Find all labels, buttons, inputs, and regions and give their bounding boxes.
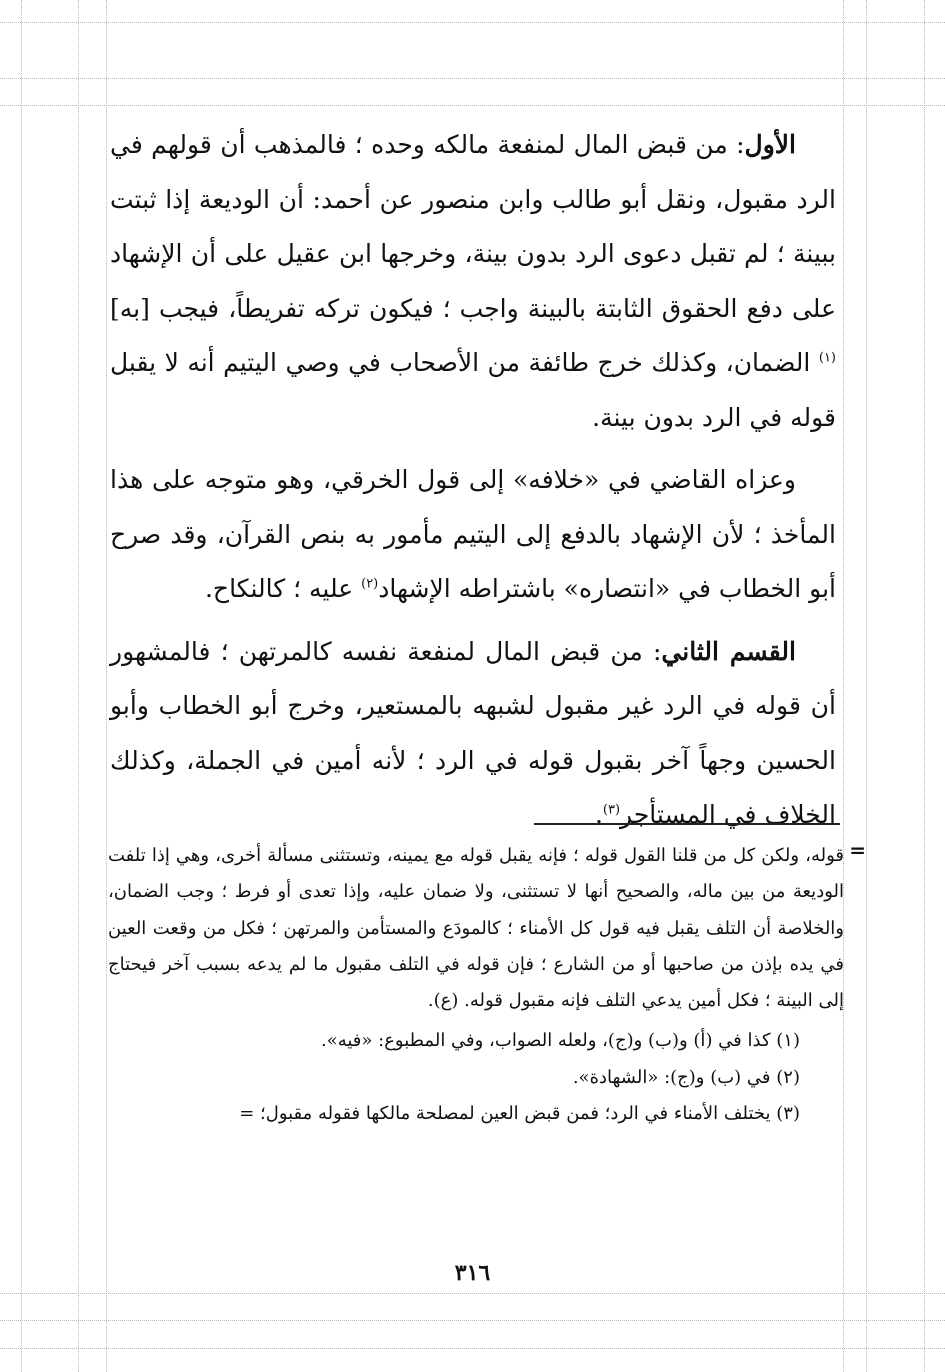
paragraph-text-tail: . [594,800,603,829]
footnote-1 [108,1023,844,1059]
footnote-ref[interactable]: (٢) [361,576,379,592]
footnote-2 [108,1060,844,1096]
paragraph-text: : من قبض المال لمنفعة مالكه وحده ؛ فالمذهب أن قولهم في الرد مقبول، ونقل أبو طالب وابن منصور عن أحمد: أن الوديعة إذا ثبتت ببينة ؛ لم تقبل دعوى الرد بدون بينة، وخرجها ابن عقيل على أن الإشهاد على دفع الحقوق الثابتة بالبينة واجب ؛ فيكون تركه تفريطاً، فيجب [به] [110,130,836,323]
continuation-mark: = [239,1103,255,1125]
guide-line-horizontal [0,78,945,79]
paragraph-text-tail: الضمان، وكذلك خرج طائفة من الأصحاب في وصي اليتيم أنه لا يقبل قوله في الرد بدون بينة. [110,348,836,432]
guide-line-horizontal [0,105,945,106]
paragraph-text: وعزاه القاضي في «خلافه» إلى قول الخرقي، وهو متوجه على هذا المأخذ ؛ لأن الإشهاد بالدفع إلى اليتيم مأمور به بنص القرآن، وقد صرح أبو الخطاب في «انتصاره» باشتراطه الإشهاد [110,465,836,603]
main-text [110,118,836,843]
page-number: ٣١٦ [454,1260,491,1286]
footnote-ref[interactable]: (٣) [602,802,621,818]
guide-line-vertical [843,0,844,1372]
footnote-continuation: قوله، ولكن كل من قلنا القول قوله ؛ فإنه يقبل قوله مع يمينه، وتستثنى مسألة أخرى، وهي إذا تلفت الوديعة من بين ماله، والصحيح أنها لا تستثنى، ولا ضمان عليه، وإذا تعدى أو فرط ؛ وجب الضمان، والخلاصة أن التلف يقبل فيه قول كل الأمناء ؛ كالمودَع والمستأمن والمرتهن ؛ فكل من وقعت العين في يده بإذن من صاحبها أو من الشارع ؛ فإن قوله في التلف مقبول ما لم يدعه بسبب آخر فيحتاج إلى البينة ؛ فكل أمين يدعي التلف فإنه مقبول قوله. (ع). [108,845,844,1012]
footnote-number: (٣) [776,1103,800,1125]
guide-line-horizontal [0,1320,945,1321]
footnote-number: (٢) [776,1066,800,1088]
guide-line-horizontal [0,1293,945,1294]
footnotes [108,838,866,1132]
section-lead: الأول [744,130,796,159]
paragraph-text: : من قبض المال لمنفعة نفسه كالمرتهن ؛ فالمشهور أن قوله في الرد غير مقبول لشبهه بالمستعير، وخرج أبو الخطاب وأبو الحسين وجهاً آخر بقبول قوله في الرد ؛ لأنه أمين في الجملة، وكذلك الخلاف في المستأجر [110,636,836,829]
section-lead: القسم الثاني [661,636,796,666]
paragraph-text-tail: عليه ؛ كالنكاح. [204,574,362,603]
guide-line-vertical [78,0,79,1372]
paragraph-second-section [110,625,836,843]
continuation-mark: = [849,838,866,862]
footnote-text: كذا في (أ) و(ب) و(ج)، ولعله الصواب، وفي المطبوع: «فيه». [320,1030,771,1052]
footnote-text: في (ب) و(ج): «الشهادة». [572,1066,771,1088]
guide-line-vertical [106,0,107,1372]
guide-line-horizontal [0,1348,945,1349]
footnote-separator [534,823,840,825]
guide-line-vertical [924,0,925,1372]
footnote-text: يختلف الأمناء في الرد؛ فمن قبض العين لمصلحة مالكها فقوله مقبول؛ [260,1103,771,1125]
guide-line-vertical [21,0,22,1372]
footnote-number: (١) [776,1030,800,1052]
footnote-ref[interactable]: (١) [818,350,836,366]
guide-line-vertical [866,0,867,1372]
footnote-3 [108,1096,844,1132]
paragraph-qadi [110,453,836,617]
guide-line-horizontal [0,22,945,23]
paragraph-first-section [110,118,836,445]
